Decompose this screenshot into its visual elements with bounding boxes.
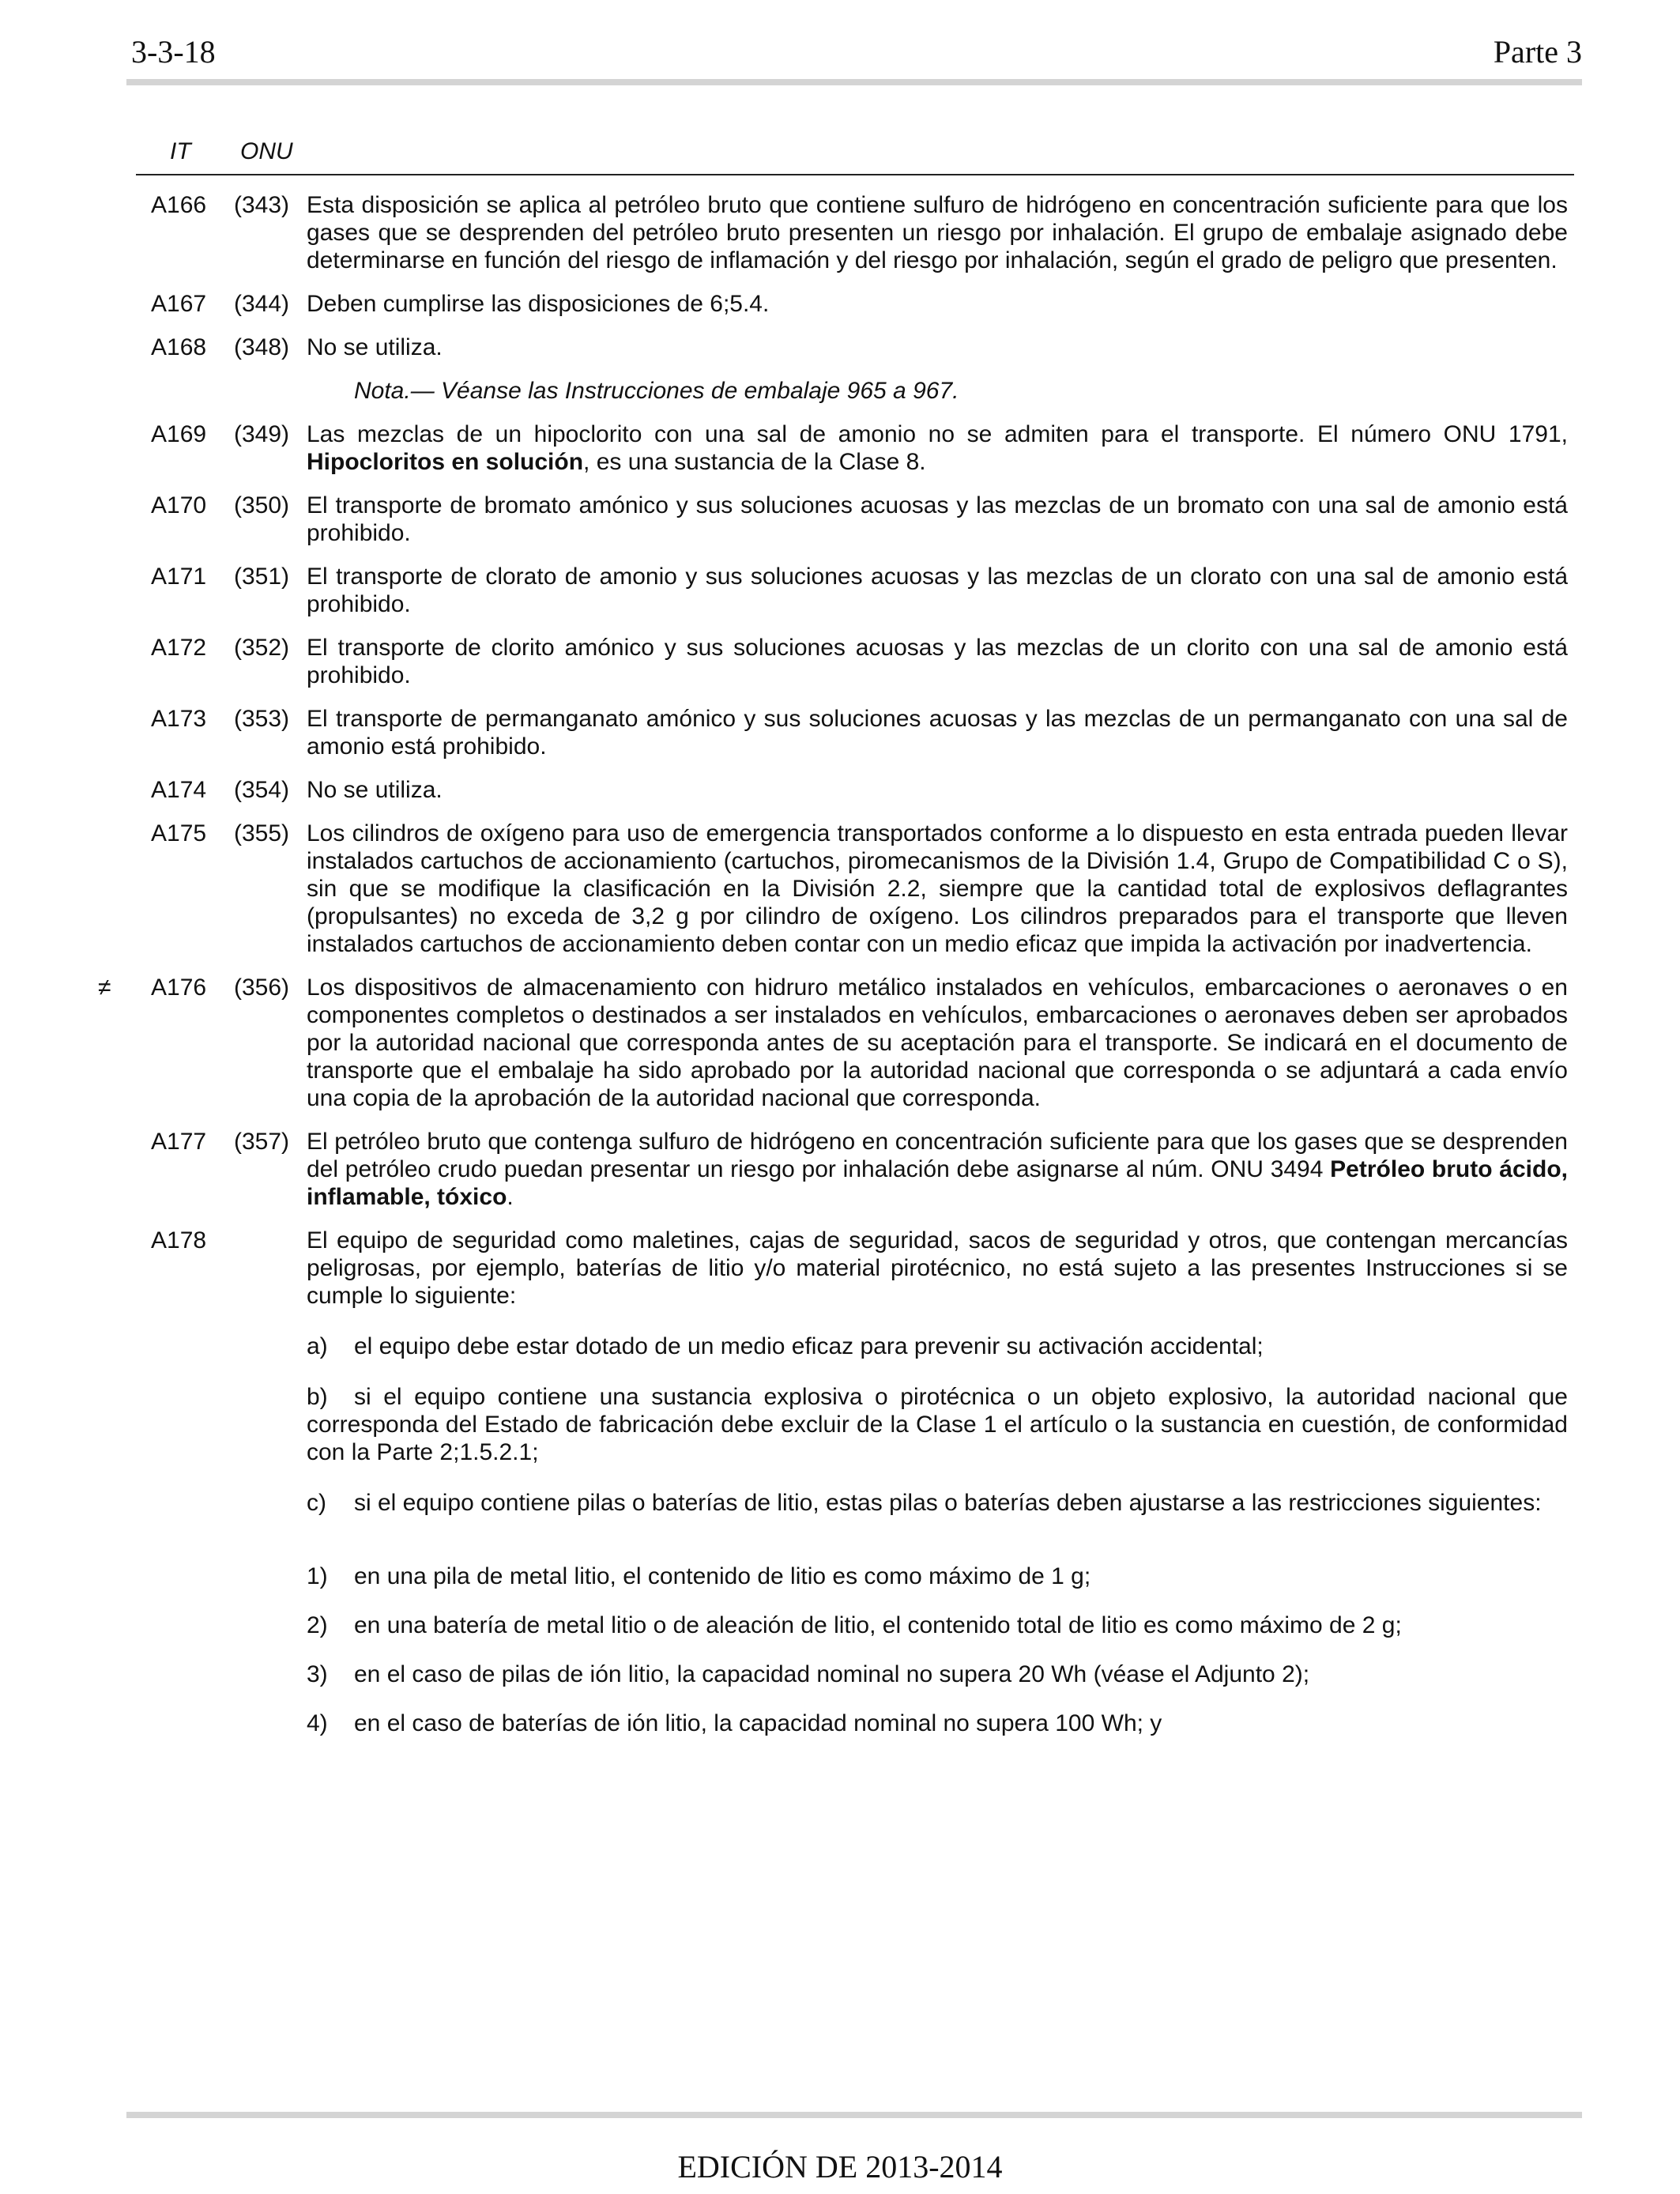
header-rule: [126, 79, 1582, 85]
provision-a169: [0, 420, 1680, 476]
numbered-text: en una pila de metal litio, el contenido de litio es como máximo de 1 g;: [354, 1563, 1091, 1589]
provision-onu-code: (344): [234, 291, 290, 317]
provision-it-code: A178: [151, 1227, 207, 1253]
provision-onu-code: (348): [234, 334, 290, 360]
provision-it-code: A176: [151, 974, 207, 1001]
provision-a168: [0, 334, 1680, 361]
provision-it-code: A175: [151, 820, 207, 846]
provision-a178: [0, 1227, 1680, 1310]
provision-it-code: A170: [151, 492, 207, 518]
column-headers: [0, 136, 1680, 168]
provision-it-code: A172: [151, 635, 207, 661]
provision-it-code: A167: [151, 291, 207, 317]
subitem-label: b): [307, 1384, 328, 1410]
provision-a172: [0, 634, 1680, 689]
subitem-text: el equipo debe estar dotado de un medio eficaz para prevenir su activación accidental;: [354, 1333, 1264, 1359]
subitem-label: c): [307, 1490, 326, 1516]
provision-it-code: A171: [151, 564, 207, 590]
provision-text: El petróleo bruto que contenga sulfuro de hidrógeno en concentración suficiente para que los gases que se desprenden del petróleo crudo puedan presentar un riesgo por inhalación debe asignarse al núm. ONU 3494 Petróleo bruto ácido, inflamable, tóxico.: [307, 1129, 1569, 1210]
bold-term: Petróleo bruto ácido, inflamable, tóxico: [307, 1156, 1569, 1210]
provision-text: Los cilindros de oxígeno para uso de emergencia transportados conforme a lo dispuesto en esta entrada pueden llevar instalados cartuchos de accionamiento (cartuchos, piromecanismos de la División 1.4, Grupo de Compatibilidad C o S), sin que se modifique la clasificación en la División 2.2, siempre que la cantidad total de explosivos deflagrantes (propulsantes) no exceda de 3,2 g por cilindro de oxígeno. Los cilindros preparados para el transporte que lleven instalados cartuchos de accionamiento deben contar con un medio eficaz que impida la activación por inadvertencia.: [307, 820, 1568, 957]
provision-onu-code: (353): [234, 706, 290, 732]
provision-a176: [0, 974, 1680, 1112]
subitem-label: a): [307, 1333, 328, 1359]
provision-text: Las mezclas de un hipoclorito con una sal de amonio no se admiten para el transporte. El número ONU 1791, Hipocloritos en solución, es una sustancia de la Clase 8.: [307, 421, 1568, 475]
provision-text: El transporte de permanganato amónico y sus soluciones acuosas y las mezclas de un permanganato con una sal de amonio está prohibido.: [307, 706, 1568, 760]
column-header-it: IT: [170, 138, 191, 164]
provision-a170: [0, 492, 1680, 547]
numbered-item-4: [307, 1710, 1568, 1737]
provision-it-code: A168: [151, 334, 207, 360]
provision-text: Los dispositivos de almacenamiento con hidruro metálico instalados en vehículos, embarcaciones o aeronaves o en componentes completos o destinados a ser instalados en vehículos, embarcaciones o aeronaves deben ser aprobados por la autoridad nacional que corresponda antes de su aceptación para el transporte. Se indicará en el documento de transporte que el embalaje ha sido aprobado por la autoridad nacional que corresponda o se adjuntará a cada envío una copia de la aprobación de la autoridad nacional que corresponda.: [307, 974, 1568, 1111]
provision-note: Nota.— Véanse las Instrucciones de embalaje 965 a 967.: [354, 378, 959, 404]
provision-text: No se utiliza.: [307, 334, 443, 360]
numbered-item-1: [307, 1563, 1568, 1590]
provision-text: El transporte de bromato amónico y sus soluciones acuosas y las mezclas de un bromato con una sal de amonio está prohibido.: [307, 492, 1568, 546]
provision-it-code: A177: [151, 1129, 207, 1155]
provision-a167: [0, 290, 1680, 318]
change-mark: ≠: [98, 974, 111, 1001]
provision-it-code: A173: [151, 706, 207, 732]
provision-text: El transporte de clorato de amonio y sus soluciones acuosas y las mezclas de un clorato con una sal de amonio está prohibido.: [307, 564, 1568, 617]
column-header-onu: ONU: [240, 138, 293, 164]
provision-a177: [0, 1128, 1680, 1211]
provision-onu-code: (356): [234, 974, 290, 1001]
provision-onu-code: (357): [234, 1129, 290, 1155]
provision-it-code: A174: [151, 777, 207, 803]
provisions-list: [0, 191, 1680, 1759]
provision-it-code: A166: [151, 192, 207, 218]
provision-text: El transporte de clorito amónico y sus soluciones acuosas y las mezclas de un clorito con una sal de amonio está prohibido.: [307, 635, 1568, 688]
numbered-label: 2): [307, 1612, 328, 1638]
numbered-item-3: [307, 1661, 1568, 1688]
page-date: 3-3-18: [131, 34, 216, 70]
provision-a173: [0, 705, 1680, 760]
numbered-text: en el caso de pilas de ión litio, la capacidad nominal no supera 20 Wh (véase el Adjunto 2);: [354, 1661, 1310, 1687]
page-part: Parte 3: [1493, 34, 1582, 70]
bold-term: Hipocloritos en solución: [307, 449, 584, 475]
edition-footer: EDICIÓN DE 2013-2014: [677, 2149, 1003, 2185]
numbered-text: en el caso de baterías de ión litio, la capacidad nominal no supera 100 Wh; y: [354, 1710, 1162, 1736]
numbered-label: 4): [307, 1710, 328, 1736]
provision-onu-code: (354): [234, 777, 290, 803]
numbered-item-2: [307, 1612, 1568, 1639]
column-header-rule: [136, 174, 1574, 175]
provision-a171: [0, 563, 1680, 618]
subitem-text: si el equipo contiene una sustancia explosiva o pirotécnica o un objeto explosivo, la autoridad nacional que corresponda del Estado de fabricación debe excluir de la Clase 1 el artículo o la sustancia en cuestión, de conformidad con la Parte 2;1.5.2.1;: [307, 1384, 1568, 1465]
provision-a174: [0, 776, 1680, 804]
provision-text: No se utiliza.: [307, 777, 443, 803]
provision-onu-code: (355): [234, 820, 290, 846]
numbered-label: 3): [307, 1661, 328, 1687]
provision-onu-code: (352): [234, 635, 290, 661]
numbered-label: 1): [307, 1563, 328, 1589]
provision-a175: [0, 820, 1680, 958]
footer-rule: [126, 2112, 1582, 2118]
provision-text: Esta disposición se aplica al petróleo bruto que contiene sulfuro de hidrógeno en concentración suficiente para que los gases que se desprenden del petróleo bruto presenten un riesgo por inhalación. El grupo de embalaje asignado debe determinarse en función del riesgo de inflamación y del riesgo por inhalación, según el grado de peligro que presenten.: [307, 192, 1568, 273]
provision-text: Deben cumplirse las disposiciones de 6;5.4.: [307, 291, 770, 317]
provision-onu-code: (349): [234, 421, 290, 447]
provision-onu-code: (351): [234, 564, 290, 590]
subitem-c: [307, 1489, 1568, 1517]
provision-onu-code: (350): [234, 492, 290, 518]
numbered-text: en una batería de metal litio o de aleación de litio, el contenido total de litio es como máximo de 2 g;: [354, 1612, 1402, 1638]
subitem-b: [307, 1383, 1568, 1466]
provision-it-code: A169: [151, 421, 207, 447]
provision-text: El equipo de seguridad como maletines, cajas de seguridad, sacos de seguridad y otros, que contengan mercancías peligrosas, por ejemplo, baterías de litio y/o material pirotécnico, no está sujeto a las presentes Instrucciones si se cumple lo siguiente:: [307, 1227, 1568, 1309]
subitem-a: [307, 1333, 1568, 1360]
subitem-text: si el equipo contiene pilas o baterías de litio, estas pilas o baterías deben ajustarse a las restricciones siguientes:: [354, 1490, 1542, 1516]
provision-a166: [0, 191, 1680, 274]
provision-onu-code: (343): [234, 192, 290, 218]
